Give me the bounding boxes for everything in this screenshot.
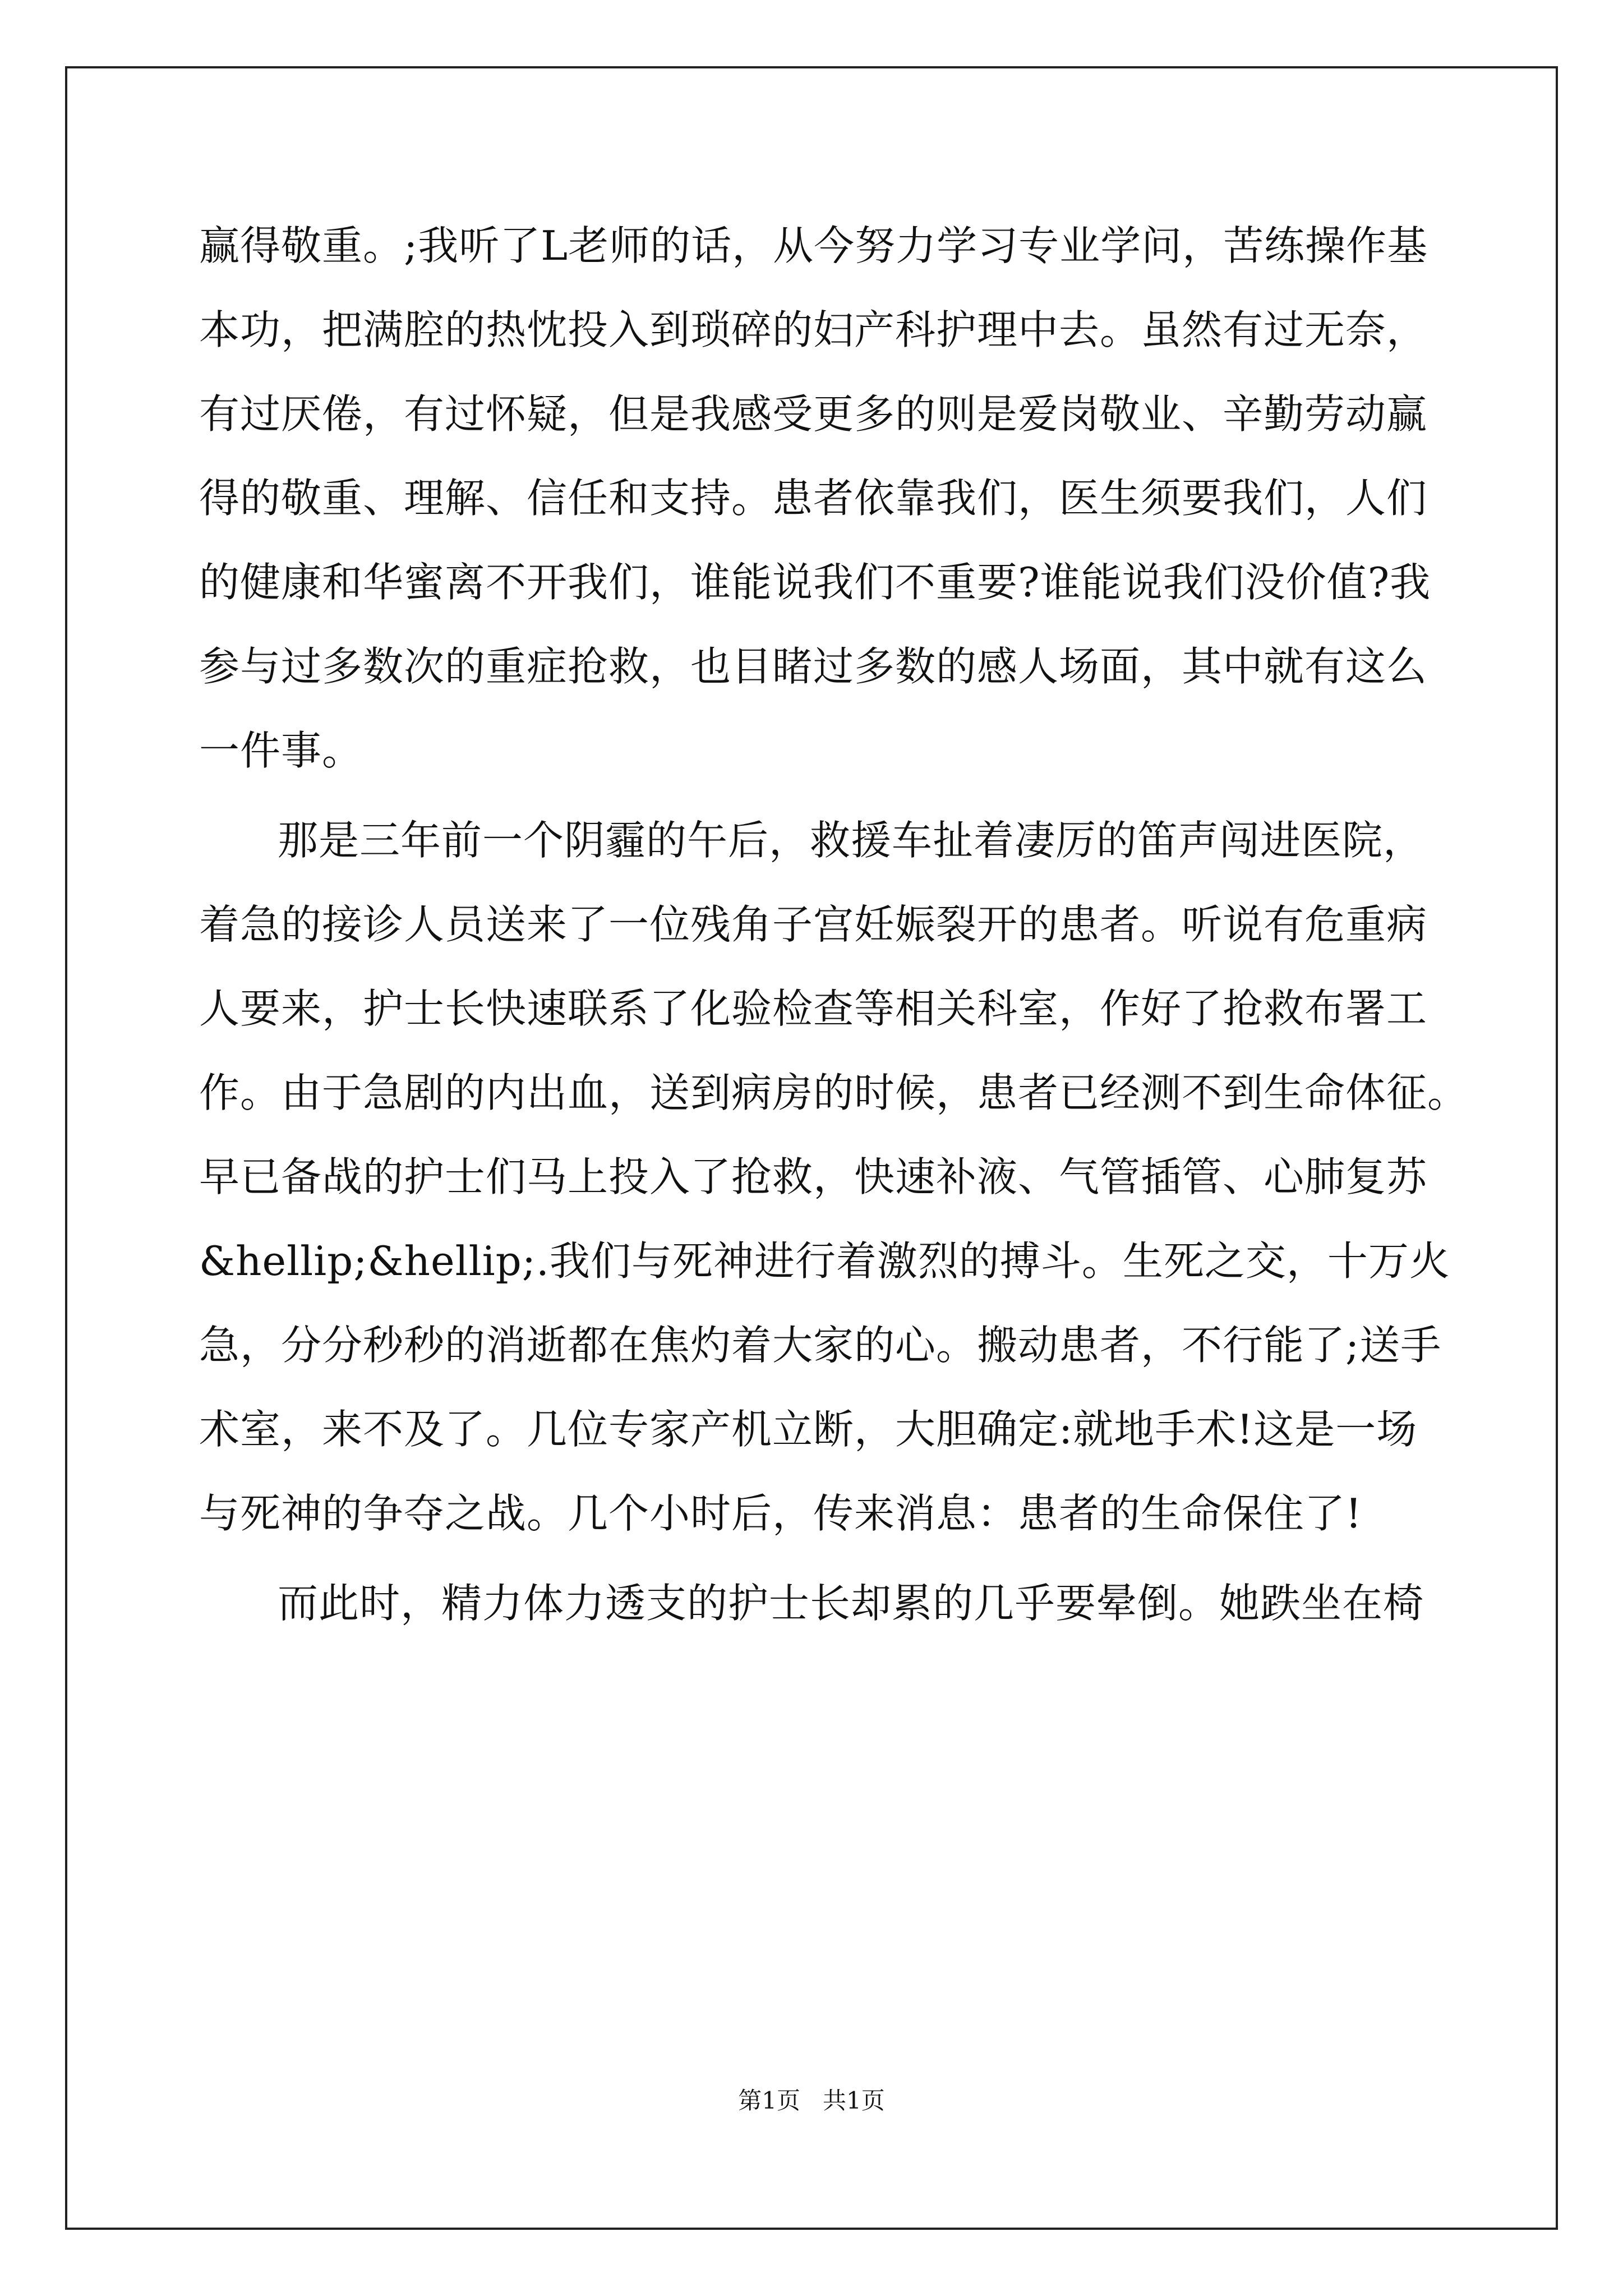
- text-line: 作。由于急剧的内出血，送到病房的时候，患者已经测不到生命体征。: [199, 1069, 1469, 1116]
- paragraph-first-line: 而此时，精力体力透支的护士长却累的几乎要晕倒。她跌坐在椅: [278, 1580, 1424, 1627]
- text-line: 参与过多数次的重症抢救，也目睹过多数的感人场面，其中就有这么: [199, 643, 1428, 690]
- text-line: 本功，把满腔的热忱投入到琐碎的妇产科护理中去。虽然有过无奈，: [199, 306, 1428, 353]
- page-footer: 第1页 共1页: [738, 2087, 885, 2114]
- text-line: 赢得敬重。;我听了L老师的话，从今努力学习专业学问，苦练操作基: [199, 222, 1428, 269]
- text-line: 与死神的争夺之战。几个小时后，传来消息：患者的生命保住了!: [199, 1490, 1362, 1537]
- text-line: 得的敬重、理解、信任和支持。患者依靠我们，医生须要我们，人们: [199, 475, 1428, 522]
- text-line: 术室，来不及了。几位专家产机立断，大胆确定:就地手术!这是一场: [199, 1406, 1418, 1453]
- text-line: 着急的接诊人员送来了一位残角子宫妊娠裂开的患者。听说有危重病: [199, 901, 1428, 948]
- text-line: 一件事。: [199, 727, 363, 774]
- text-line: 的健康和华蜜离不开我们，谁能说我们不重要?谁能说我们没价值?我: [199, 559, 1431, 606]
- paragraph-first-line: 那是三年前一个阴霾的午后，救援车扯着凄厉的笛声闯进医院，: [278, 817, 1424, 864]
- text-line: 早已备战的护士们马上投入了抢救，快速补液、气管插管、心肺复苏: [199, 1153, 1428, 1200]
- text-line: 急，分分秒秒的消逝都在焦灼着大家的心。搬动患者，不行能了;送手: [199, 1322, 1442, 1369]
- text-line: 有过厌倦，有过怀疑，但是我感受更多的则是爱岗敬业、辛勤劳动赢: [199, 390, 1428, 438]
- text-line: 人要来，护士长快速联系了化验检查等相关科室，作好了抢救布署工: [199, 985, 1428, 1032]
- text-line: &hellip;&hellip;.我们与死神进行着激烈的搏斗。生死之交，十万火: [199, 1237, 1450, 1285]
